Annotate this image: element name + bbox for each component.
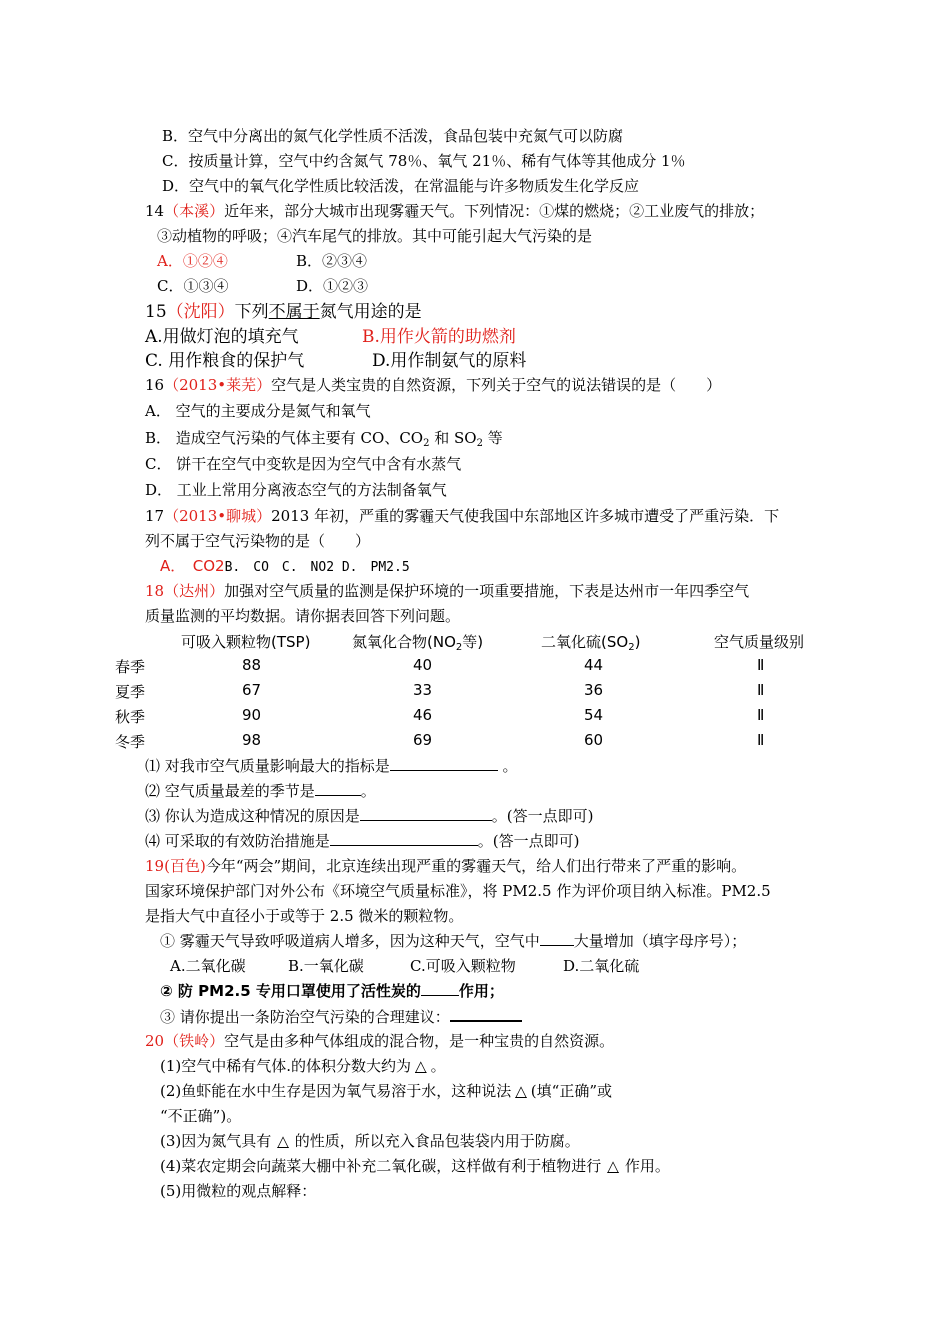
q20-sub3-blank[interactable]: △: [277, 1132, 289, 1150]
q19-sub1-text: ① 雾霾天气导致呼吸道病人增多，因为这种天气，空气中: [160, 932, 540, 950]
q18-sub2-end: 。: [360, 782, 376, 800]
table-cell-nox: 33: [413, 681, 433, 699]
table-cell-nox: 69: [413, 731, 433, 749]
table-cell-nox: 40: [413, 656, 433, 674]
table-cell-grade: Ⅱ: [757, 656, 765, 674]
q19-number: 19: [145, 857, 165, 875]
table-cell-nox: 46: [413, 706, 433, 724]
q19-sub2-blank[interactable]: [421, 981, 459, 996]
q18-sub3: [145, 806, 594, 826]
q19-sub2-end: 作用；: [458, 982, 504, 1000]
table-header-nox: [352, 631, 483, 653]
q20-sub4: [160, 1156, 670, 1176]
q15-option-c: C. 用作粮食的保护气: [145, 351, 305, 371]
q14-option-d: D．①②③: [296, 277, 369, 295]
q20-sub1: [160, 1056, 446, 1076]
q14-stem-line1: 近年来，部分大城市出现雾霾天气。下列情况：①煤的燃烧；②工业废气的排放；: [224, 202, 765, 220]
q16-b-mid: 和 SO: [429, 429, 477, 447]
q16-stem: [145, 375, 721, 395]
table-cell-so2: 44: [584, 656, 604, 674]
q14-stem: [145, 201, 764, 221]
table-row-season: 夏季: [115, 683, 146, 701]
q19-stem-line1: 今年“两会”期间，北京连续出现严重的雾霾天气，给人们出行带来了严重的影响。: [205, 857, 747, 875]
q17-stem-line2: 列不属于空气污染物的是（ ）: [145, 532, 371, 550]
q20-sub3-text: (3)因为氮气具有: [160, 1132, 272, 1150]
q16-b-sub2: 2: [476, 438, 483, 449]
q14-source: （本溪）: [164, 202, 225, 220]
q18-sub2-blank[interactable]: [315, 781, 361, 796]
q15-option-b: B.用作火箭的助燃剂: [362, 327, 516, 347]
q15-stem: [145, 301, 422, 323]
q20-sub2-text: (2)鱼虾能在水中生存是因为氧气易溶于水，这种说法: [160, 1082, 512, 1100]
q18-sub3-blank[interactable]: [360, 806, 492, 821]
q14-option-a: A．①②④: [157, 252, 228, 270]
q17-source: （2013•聊城）: [164, 507, 272, 525]
q19-option-a: A.二氧化碳: [170, 957, 246, 975]
q20-number: 20: [145, 1032, 165, 1050]
table-row-season: 春季: [115, 658, 146, 676]
q18-sub1-text: ⑴ 对我市空气质量影响最大的指标是: [145, 757, 390, 775]
q19-sub1: [160, 931, 746, 951]
table-header-nox-sub: 2: [455, 642, 463, 653]
q14-option-b: B．②③④: [296, 252, 368, 270]
table-cell-so2: 36: [584, 681, 604, 699]
q15-option-a: A.用做灯泡的填充气: [145, 327, 299, 347]
q19-stem-line3: 是指大气中直径小于或等于 2.5 微米的颗粒物。: [145, 907, 464, 925]
q17-stem: [145, 506, 779, 526]
q18-sub1-end: 。: [497, 757, 518, 775]
q16-stem-text: 空气是人类宝贵的自然资源，下列关于空气的说法错误的是（ ）: [271, 376, 722, 394]
q18-sub1: [145, 756, 518, 776]
q16-number: 16: [145, 376, 165, 394]
q16-option-c: C． 饼干在空气中变软是因为空气中含有水蒸气: [145, 455, 462, 473]
q17-stem-line1: 2013 年初，严重的雾霾天气使我国中东部地区许多城市遭受了严重污染．下: [271, 507, 780, 525]
q16-b-pre: B． 造成空气污染的气体主要有 CO、CO: [145, 429, 424, 447]
q19-option-d: D.二氧化硫: [563, 957, 640, 975]
q17-options: [160, 556, 410, 578]
q20-sub1-blank[interactable]: △: [415, 1057, 427, 1075]
q18-sub4-blank[interactable]: [330, 831, 478, 846]
q20-stem: [145, 1031, 614, 1051]
q20-source: （铁岭）: [164, 1032, 225, 1050]
q18-sub4-end: 。(答一点即可): [477, 832, 580, 850]
q18-stem: [145, 581, 749, 601]
table-header-grade: 空气质量级别: [714, 633, 805, 651]
table-header-tsp: 可吸入颗粒物(TSP): [181, 633, 311, 651]
q15-number: 15: [145, 302, 167, 322]
q20-sub3: [160, 1131, 580, 1151]
q16-option-a: A． 空气的主要成分是氮气和氧气: [145, 402, 371, 420]
q18-sub2-text: ⑵ 空气质量最差的季节是: [145, 782, 315, 800]
q15-stem-underlined: 不属于: [268, 302, 320, 322]
q18-sub1-blank[interactable]: [390, 756, 498, 771]
table-cell-grade: Ⅱ: [757, 706, 765, 724]
q20-sub1-text: (1)空气中稀有气体.的体积分数大约为: [160, 1057, 412, 1075]
q19-option-b: B.一氧化碳: [288, 957, 364, 975]
q18-number: 18: [145, 582, 165, 600]
table-cell-so2: 54: [584, 706, 604, 724]
q13-option-d: D．空气中的氧气化学性质比较活泼，在常温能与许多物质发生化学反应: [162, 177, 640, 195]
q14-stem-line2: ③动植物的呼吸；④汽车尾气的排放。其中可能引起大气污染的是: [157, 227, 593, 245]
q15-source: （沈阳）: [166, 302, 235, 322]
table-header-so2-b: ): [634, 633, 641, 651]
q15-option-d: D.用作制氨气的原料: [372, 351, 527, 371]
table-header-so2-a: 二氧化硫(SO: [541, 633, 629, 651]
q18-sub4-text: ⑷ 可采取的有效防治措施是: [145, 832, 330, 850]
q20-sub3-end: 的性质，所以充入食品包装袋内用于防腐。: [294, 1132, 580, 1150]
table-cell-grade: Ⅱ: [757, 731, 765, 749]
q18-source: （达州）: [164, 582, 225, 600]
q19-option-c: C.可吸入颗粒物: [410, 957, 516, 975]
table-cell-grade: Ⅱ: [757, 681, 765, 699]
q17-number: 17: [145, 507, 165, 525]
q19-stem-line2: 国家环境保护部门对外公布《环境空气质量标准》，将 PM2.5 作为评价项目纳入标准。PM2.5: [145, 882, 771, 900]
q20-sub2-end: (填“正确”或: [530, 1082, 612, 1100]
q19-stem: [145, 856, 746, 876]
q20-stem-text: 空气是由多种气体组成的混合物，是一种宝贵的自然资源。: [224, 1032, 615, 1050]
table-cell-tsp: 98: [242, 731, 262, 749]
q19-sub2-text: ② 防 PM2.5 专用口罩使用了活性炭的: [160, 982, 421, 1000]
q20-sub1-end: 。: [430, 1057, 446, 1075]
table-header-nox-a: 氮氧化合物(NO: [352, 633, 456, 651]
q20-sub4-text: (4)菜农定期会向蔬菜大棚中补充二氧化碳，这样做有利于植物进行: [160, 1157, 602, 1175]
table-row-season: 冬季: [115, 733, 146, 751]
q19-sub2: [160, 981, 504, 1001]
q19-sub3-blank[interactable]: [450, 1006, 522, 1022]
table-cell-tsp: 90: [242, 706, 262, 724]
q19-sub1-blank[interactable]: [540, 931, 574, 946]
q16-source: （2013•莱芜）: [164, 376, 272, 394]
q13-option-b: B．空气中分离出的氮气化学性质不活泼，食品包装中充氮气可以防腐: [162, 127, 624, 145]
q14-option-c: C．①③④: [157, 277, 229, 295]
q16-b-sub1: 2: [423, 438, 430, 449]
table-cell-tsp: 67: [242, 681, 262, 699]
q18-sub3-text: ⑶ 你认为造成这种情况的原因是: [145, 807, 360, 825]
q20-sub4-blank[interactable]: △: [607, 1157, 619, 1175]
q18-sub4: [145, 831, 580, 851]
q13-option-c: C．按质量计算，空气中约含氮气 78％、氧气 21％、稀有气体等其他成分 1％: [162, 152, 686, 170]
q15-stem-pre: 下列: [234, 302, 269, 322]
q20-sub4-end: 作用。: [624, 1157, 670, 1175]
q20-sub2: [160, 1081, 612, 1101]
q20-sub5: (5)用微粒的观点解释：: [160, 1182, 317, 1200]
q18-stem-line2: 质量监测的平均数据。请你据表回答下列问题。: [145, 607, 461, 625]
q19-sub3-text: ③ 请你提出一条防治空气污染的合理建议：: [160, 1008, 450, 1026]
q15-stem-post: 氮气用途的是: [319, 302, 422, 322]
q18-sub2: [145, 781, 376, 801]
table-cell-tsp: 88: [242, 656, 262, 674]
q17-options-rest: B. CO C. NO2 D. PM2.5: [224, 560, 410, 575]
q19-sub3: [160, 1006, 522, 1027]
table-cell-so2: 60: [584, 731, 604, 749]
q16-option-d: D． 工业上常用分离液态空气的方法制备氧气: [145, 481, 447, 499]
q16-option-b: [145, 428, 503, 454]
q19-sub1-end: 大量增加（填字母序号）；: [573, 932, 747, 950]
q20-sub2-blank[interactable]: △: [515, 1082, 527, 1100]
table-header-so2-sub: 2: [628, 642, 635, 653]
q17-option-a: A． CO2: [160, 557, 225, 575]
q18-stem-line1: 加强对空气质量的监测是保护环境的一项重要措施，下表是达州市一年四季空气: [224, 582, 750, 600]
q20-sub2-cont: “不正确”)。: [160, 1107, 242, 1125]
q16-b-post: 等: [483, 429, 503, 447]
table-row-season: 秋季: [115, 708, 146, 726]
q19-source: (百色): [164, 857, 206, 875]
table-header-so2: [541, 631, 640, 653]
q14-number: 14: [145, 202, 165, 220]
table-header-nox-b: 等): [462, 633, 484, 651]
q18-sub3-end: 。(答一点即可): [491, 807, 594, 825]
